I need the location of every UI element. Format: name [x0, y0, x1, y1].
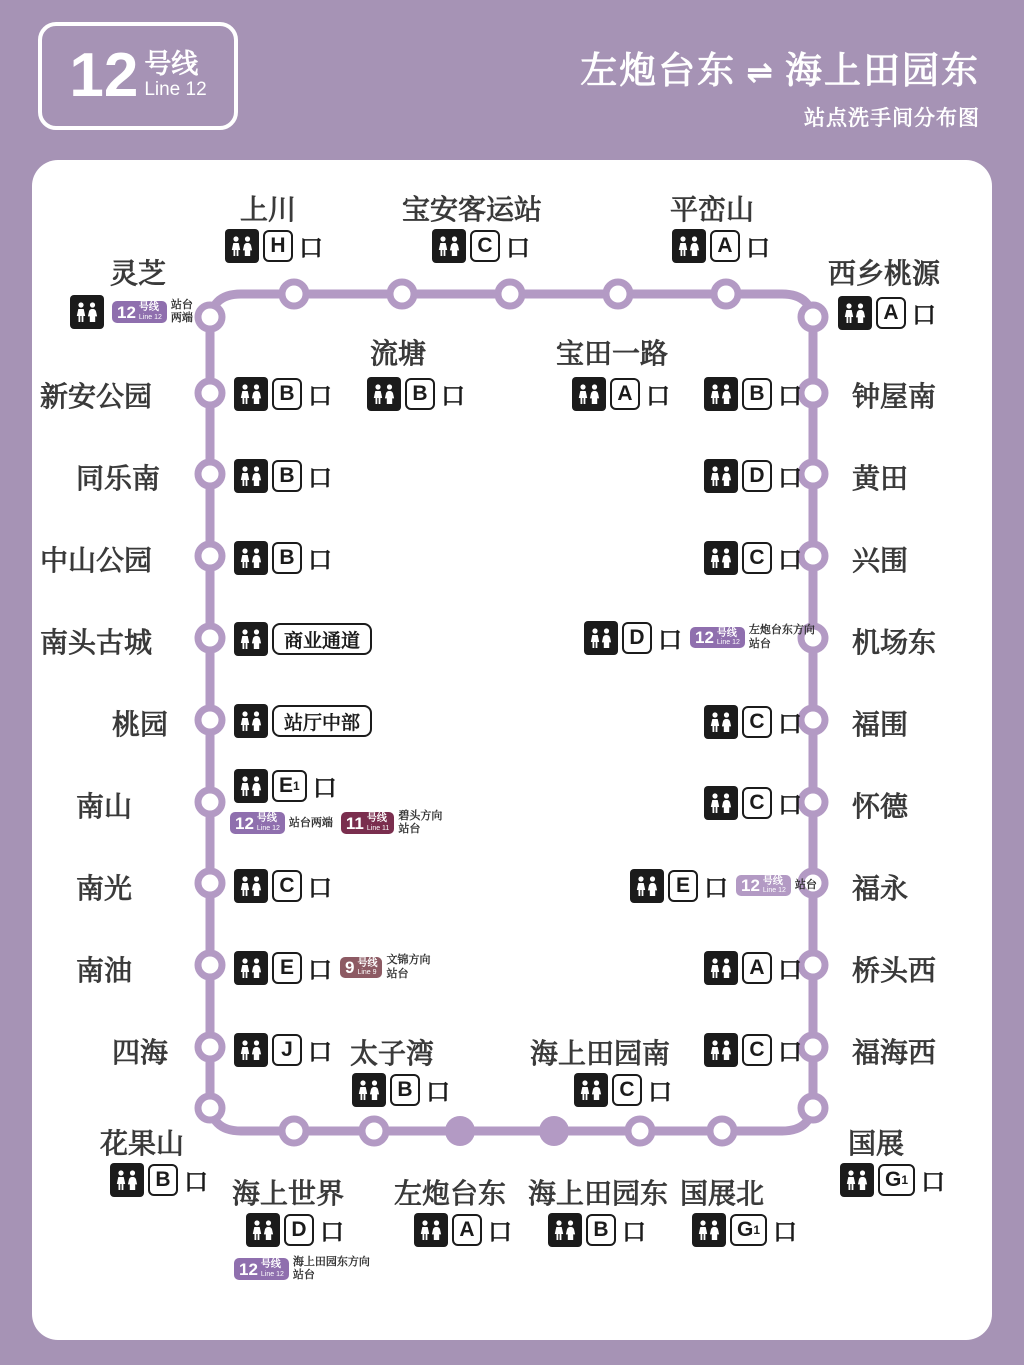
exit-kou-label: 口 [308, 547, 332, 574]
exit-kou-label: 口 [184, 1169, 208, 1196]
exit-kou-label: 口 [658, 627, 682, 654]
exit-letter: C [742, 542, 772, 574]
exit-kou-label: 口 [778, 957, 802, 984]
station-name-liutang: 流塘 [370, 338, 427, 369]
exit-letter: B [586, 1214, 616, 1246]
station-name-haishang-tianyuandong: 海上田园东 [528, 1178, 669, 1209]
exit-letter: B [742, 378, 772, 410]
station-name-jichangdong: 机场东 [852, 627, 937, 658]
toilet-info-zhongwunan [704, 376, 802, 411]
route-from: 左炮台东 [580, 50, 737, 91]
exit-kou-label: 口 [308, 1039, 332, 1066]
toilet-info-jichangdong [584, 620, 815, 655]
restroom-icon [704, 459, 738, 493]
restroom-icon [367, 377, 401, 411]
exit-kou-label: 口 [441, 383, 465, 410]
station-name-fuwei: 福围 [852, 709, 909, 740]
exit-letter: B [272, 460, 302, 492]
exit-letter: A [452, 1214, 482, 1246]
exit-letter: C [742, 706, 772, 738]
interchange-line-tag: 12 号线 Line 12 [736, 875, 791, 897]
restroom-icon [234, 869, 268, 903]
restroom-icon [584, 621, 618, 655]
toilet-info-fuyong [630, 868, 817, 903]
interchange-line-tag: 12 号线 Line 12 [690, 627, 745, 649]
toilet-info-baoan-keyunzhan [432, 228, 530, 263]
exit-letter: B [148, 1164, 178, 1196]
exit-letter: C [470, 230, 500, 262]
station-name-fuhaixi: 福海西 [852, 1037, 937, 1068]
exit-kou-label: 口 [622, 1219, 646, 1246]
station-name-guozhan: 国展 [848, 1128, 905, 1159]
toilet-info-xinan-gongyuan [234, 376, 332, 411]
exit-kou-label: 口 [308, 465, 332, 492]
exit-kou-label: 口 [320, 1219, 344, 1246]
exit-letter: C [612, 1074, 642, 1106]
exit-kou-label: 口 [488, 1219, 512, 1246]
toilet-info-fuwei [704, 704, 802, 739]
exit-letter: H [263, 230, 293, 262]
toilet-info-lingzhi [70, 295, 193, 329]
exit-letter: C [742, 787, 772, 819]
exit-letter: E [668, 870, 698, 902]
toilet-info-shangchuan [225, 228, 323, 263]
restroom-icon [234, 704, 268, 738]
restroom-icon [574, 1073, 608, 1107]
exit-kou-label: 口 [778, 465, 802, 492]
platform-note: 站台 两端 [170, 298, 193, 324]
interchange-line-tag: 11 号线 Line 11 [341, 812, 394, 834]
station-name-baoan-keyunzhan: 宝安客运站 [402, 194, 543, 225]
exit-letter: B [272, 542, 302, 574]
exit-kou-label: 口 [746, 235, 770, 262]
exit-kou-label: 口 [921, 1169, 946, 1196]
toilet-info-huangtian [704, 458, 802, 493]
toilet-info-nantou-gucheng [234, 622, 372, 656]
toilet-info-nanshan [234, 768, 337, 803]
restroom-icon [234, 459, 268, 493]
interchange-line-tag: 12 号线 Line 12 [230, 812, 285, 834]
restroom-icon [234, 1033, 268, 1067]
restroom-icon [704, 951, 738, 985]
exit-letter: G 1 [730, 1214, 767, 1246]
concourse-note: 商业通道 [272, 623, 372, 655]
restroom-icon [432, 229, 466, 263]
station-name-taiziwan: 太子湾 [350, 1038, 435, 1069]
station-name-zhongshan-gongyuan: 中山公园 [40, 545, 153, 576]
station-name-lingzhi: 灵芝 [110, 258, 167, 289]
restroom-icon [234, 769, 268, 803]
line-number: 12 [69, 41, 139, 110]
toilet-info-taiziwan [352, 1072, 450, 1107]
toilet-info-liutang [367, 376, 465, 411]
platform-note: 站台两端 [288, 816, 333, 829]
interchange-line-tag: 12 号线 Line 12 [234, 1258, 289, 1280]
platform-note: 文锦方向 站台 [386, 954, 431, 980]
exit-kou-label: 口 [312, 775, 337, 802]
station-name-xingwei: 兴围 [852, 545, 909, 576]
restroom-icon [838, 296, 872, 330]
station-name-huaide: 怀德 [852, 791, 909, 822]
exit-letter: C [272, 870, 302, 902]
exit-letter: B [390, 1074, 420, 1106]
exit-letter: A [610, 378, 640, 410]
restroom-icon [548, 1213, 582, 1247]
exit-kou-label: 口 [778, 383, 802, 410]
restroom-icon [704, 541, 738, 575]
platform-note: 碧头方向 站台 [398, 810, 443, 836]
restroom-icon [704, 786, 738, 820]
line-label-cn: 号线 [144, 48, 199, 79]
route-title [580, 40, 980, 132]
restroom-icon [630, 869, 664, 903]
toilet-info-huaguoshan [110, 1162, 208, 1197]
station-name-tonglenan: 同乐南 [76, 463, 161, 494]
station-name-baotian-yilu: 宝田一路 [556, 338, 669, 369]
interchange-line-tag: 12 号线 Line 12 [112, 301, 167, 323]
toilet-info-qiaotouxi [704, 950, 802, 985]
interchange-line-tag: 9 号线 Line 9 [340, 957, 382, 979]
restroom-icon [704, 377, 738, 411]
restroom-icon [840, 1163, 874, 1197]
restroom-icon [110, 1163, 144, 1197]
exit-kou-label: 口 [773, 1219, 798, 1246]
platform-note: 海上田园东方向 站台 [292, 1256, 370, 1282]
toilet-info-taoyuan [234, 704, 372, 738]
toilet-info-sihai [234, 1032, 332, 1067]
exit-kou-label: 口 [778, 711, 802, 738]
restroom-icon [672, 229, 706, 263]
exit-kou-label: 口 [704, 875, 728, 902]
toilet-info-guozhanbei [692, 1212, 797, 1247]
exit-letter: A [876, 297, 906, 329]
interchange-info-haishang-shijie [234, 1256, 370, 1282]
station-name-shangchuan: 上川 [240, 194, 297, 225]
restroom-icon [692, 1213, 726, 1247]
exit-letter: A [742, 952, 772, 984]
station-name-taoyuan: 桃园 [112, 709, 169, 740]
restroom-icon [234, 951, 268, 985]
toilet-info-guozhan [840, 1162, 945, 1197]
restroom-icon [234, 377, 268, 411]
toilet-info-haishang-tianyuandong [548, 1212, 646, 1247]
exit-letter: D [284, 1214, 314, 1246]
exit-kou-label: 口 [426, 1079, 450, 1106]
station-name-nanguang: 南光 [76, 873, 133, 904]
toilet-info-zhongshan-gongyuan [234, 540, 332, 575]
station-name-guozhanbei: 国展北 [680, 1178, 765, 1209]
toilet-info-fuhaixi [704, 1032, 802, 1067]
line-badge [38, 22, 238, 130]
toilet-info-pingluanshan [672, 228, 770, 263]
toilet-info-tonglenan [234, 458, 332, 493]
restroom-icon [704, 705, 738, 739]
exit-kou-label: 口 [308, 383, 332, 410]
exit-letter: J [272, 1034, 302, 1066]
map-card [32, 160, 992, 1340]
interchange-info-nanshan [230, 810, 442, 836]
exit-kou-label: 口 [299, 235, 323, 262]
exit-kou-label: 口 [778, 547, 802, 574]
exit-letter: E 1 [272, 770, 307, 802]
concourse-note: 站厅中部 [272, 705, 372, 737]
exit-kou-label: 口 [648, 1079, 672, 1106]
station-name-xinan-gongyuan: 新安公园 [40, 381, 153, 412]
station-name-haishang-tianyuannan: 海上田园南 [530, 1038, 671, 1069]
exit-kou-label: 口 [646, 383, 670, 410]
station-name-fuyong: 福永 [852, 873, 909, 904]
restroom-icon [234, 541, 268, 575]
page-header [0, 0, 1024, 152]
toilet-info-baotian-yilu [572, 376, 670, 411]
exit-kou-label: 口 [308, 957, 332, 984]
restroom-icon [234, 622, 268, 656]
exit-letter: G 1 [878, 1164, 915, 1196]
station-name-huaguoshan: 花果山 [100, 1128, 185, 1159]
platform-note: 站台 [794, 878, 817, 891]
toilet-info-haishang-tianyuannan [574, 1072, 672, 1107]
restroom-icon [414, 1213, 448, 1247]
toilet-info-haishang-shijie [246, 1212, 344, 1247]
exit-kou-label: 口 [778, 1039, 802, 1066]
line-label-en: Line 12 [144, 79, 207, 101]
restroom-icon [352, 1073, 386, 1107]
station-name-huangtian: 黄田 [852, 463, 909, 494]
exit-kou-label: 口 [308, 875, 332, 902]
route-arrow-icon: ⇌ [746, 54, 775, 90]
exit-kou-label: 口 [912, 302, 936, 329]
route-subtitle: 站点洗手间分布图 [804, 107, 980, 130]
restroom-icon [572, 377, 606, 411]
exit-letter: E [272, 952, 302, 984]
station-name-zuopaotaidong: 左炮台东 [394, 1178, 507, 1209]
exit-letter: B [272, 378, 302, 410]
exit-letter: D [622, 622, 652, 654]
toilet-info-xingwei [704, 540, 802, 575]
station-name-nantou-gucheng: 南头古城 [40, 627, 153, 658]
route-to: 海上田园东 [785, 50, 980, 91]
toilet-info-nanyou [234, 950, 430, 985]
toilet-info-xixiang-taoyuan [838, 295, 936, 330]
exit-letter: A [710, 230, 740, 262]
restroom-icon [70, 295, 104, 329]
station-name-nanshan: 南山 [76, 791, 133, 822]
toilet-info-zuopaotaidong [414, 1212, 512, 1247]
exit-kou-label: 口 [778, 792, 802, 819]
station-name-pingluanshan: 平峦山 [670, 194, 755, 225]
station-name-qiaotouxi: 桥头西 [852, 955, 937, 986]
restroom-icon [225, 229, 259, 263]
restroom-icon [704, 1033, 738, 1067]
exit-letter: B [405, 378, 435, 410]
station-name-xixiang-taoyuan: 西乡桃源 [828, 258, 941, 289]
toilet-info-huaide [704, 785, 802, 820]
station-name-sihai: 四海 [112, 1037, 169, 1068]
toilet-info-nanguang [234, 868, 332, 903]
exit-letter: C [742, 1034, 772, 1066]
exit-letter: D [742, 460, 772, 492]
platform-note: 左炮台东方向 站台 [748, 624, 815, 650]
station-name-nanyou: 南油 [76, 955, 133, 986]
station-name-zhongwunan: 钟屋南 [852, 381, 937, 412]
station-name-haishang-shijie: 海上世界 [232, 1178, 345, 1209]
exit-kou-label: 口 [506, 235, 530, 262]
restroom-icon [246, 1213, 280, 1247]
